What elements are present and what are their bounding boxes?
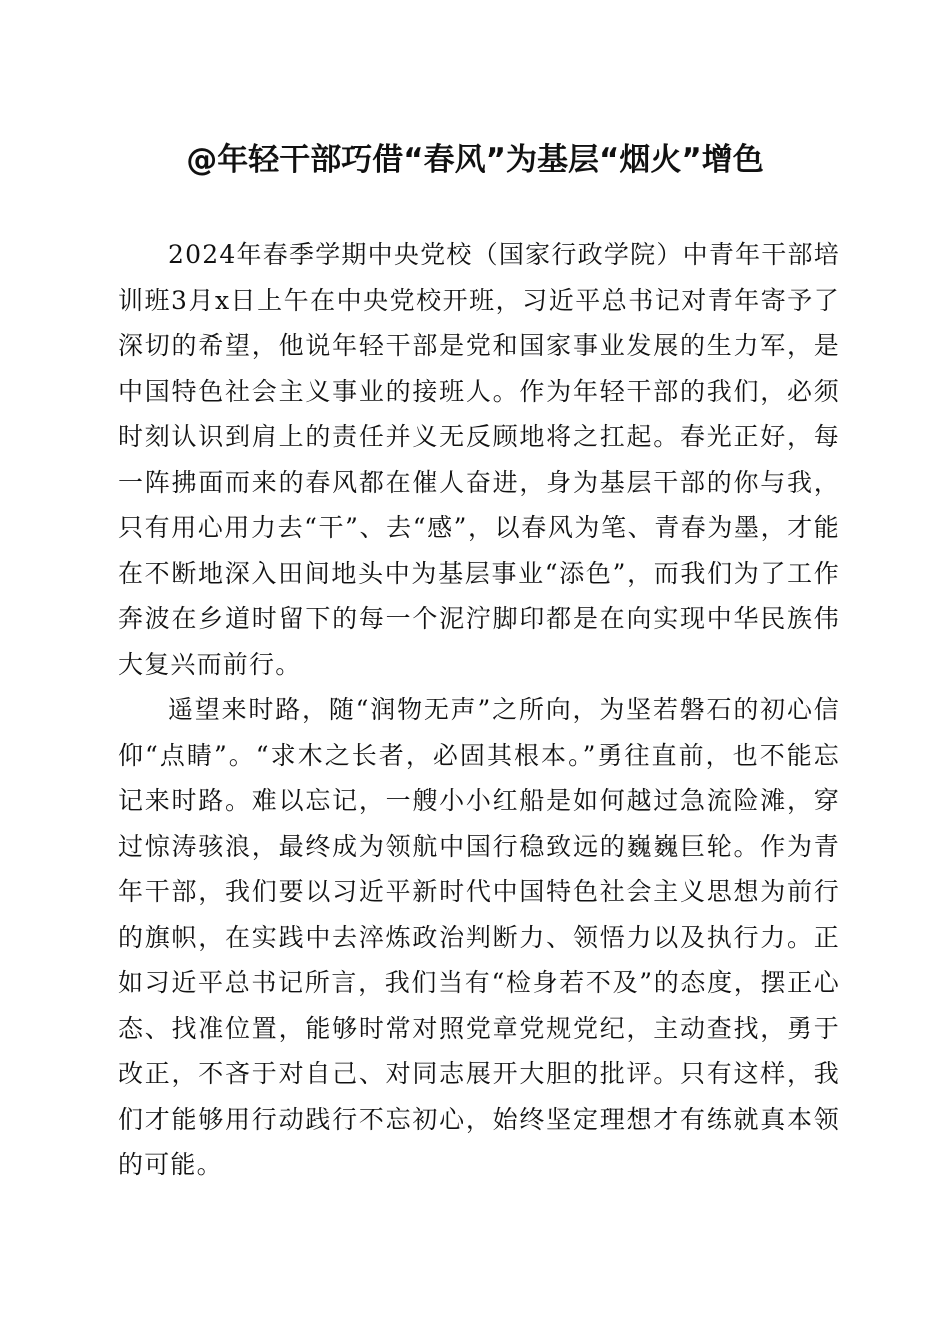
paragraph-1: 2024年春季学期中央党校（国家行政学院）中青年干部培训班3月x日上午在中央党校开班，习近平总书记对青年寄予了深切的希望，他说年轻干部是党和国家事业发展的生力军，是中国特色社会主义事业的接班人。作为年轻干部的我们，必须时刻认识到肩上的责任并义无反顾地将之扛起。春光正好，每一阵拂面而来的春风都在催人奋进，身为基层干部的你与我，只有用心用力去“干”、去“感”，以春风为笔、青春为墨，才能在不断地深入田间地头中为基层事业“添色”，而我们为了工作奔波在乡道时留下的每一个泥泞脚印都是在向实现中华民族伟大复兴而前行。 <box>118 240 840 679</box>
paragraph-2: 遥望来时路，随“润物无声”之所向，为坚若磐石的初心信仰“点睛”。“求木之长者，必固其根本。”勇往直前，也不能忘记来时路。难以忘记，一艘小小红船是如何越过急流险滩，穿过惊涛骇浪，最终成为领航中国行稳致远的巍巍巨轮。作为青年干部，我们要以习近平新时代中国特色社会主义思想为前行的旗帜，在实践中去淬炼政治判断力、领悟力以及执行力。正如习近平总书记所言，我们当有“检身若不及”的态度，摆正心态、找准位置，能够时常对照党章党规党纪，主动查找，勇于改正，不吝于对自己、对同志展开大胆的批评。只有这样，我们才能够用行动践行不忘初心，始终坚定理想才有练就真本领的可能。 <box>118 695 840 1179</box>
document-title: @年轻干部巧借“春风”为基层“烟火”增色 <box>186 142 764 178</box>
document-body <box>118 232 840 1188</box>
